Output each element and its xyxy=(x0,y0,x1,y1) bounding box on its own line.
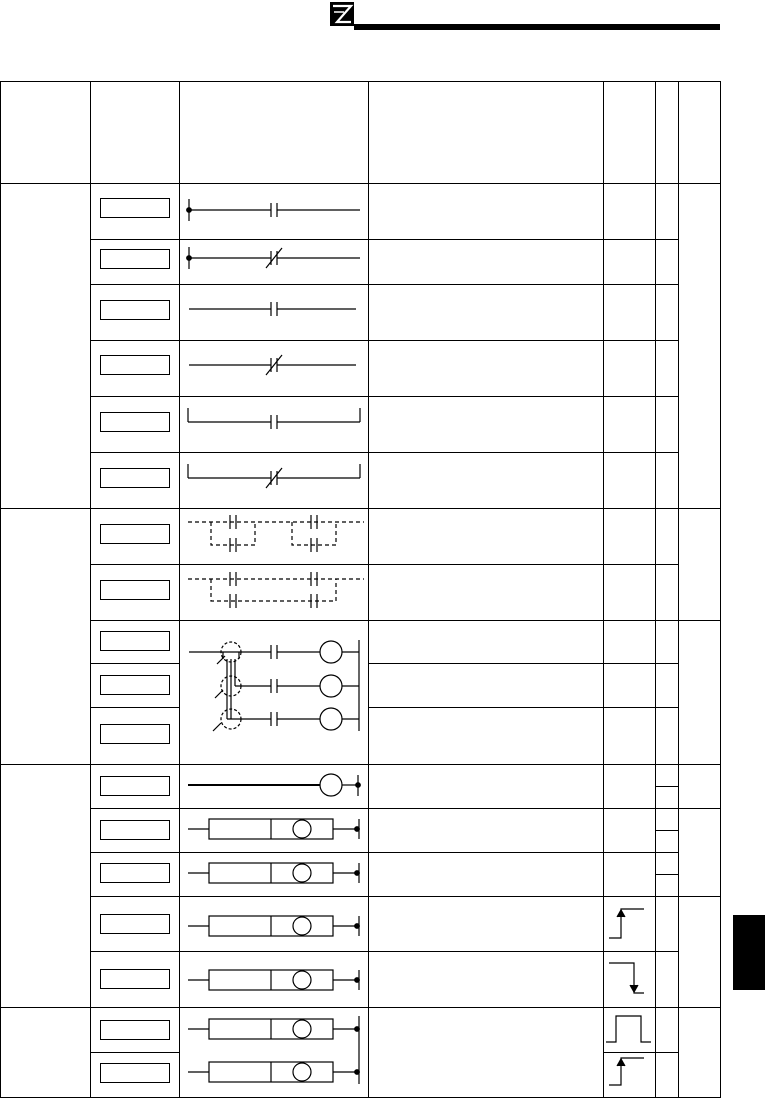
block-connect-b xyxy=(188,579,364,601)
block-coil-fall xyxy=(188,970,359,990)
instruction-box xyxy=(101,525,170,544)
block-coil-b xyxy=(188,863,359,883)
instruction-box xyxy=(101,199,170,218)
contact-no-start xyxy=(187,199,360,221)
instruction-box xyxy=(101,864,170,883)
rise-edge-icon-2 xyxy=(609,1058,644,1085)
block-coil-a xyxy=(188,819,359,839)
contact-no-parallel xyxy=(188,408,360,429)
block-coil-rise xyxy=(188,916,359,936)
master-control-1 xyxy=(189,641,359,664)
instruction-box xyxy=(101,250,170,269)
header-bar xyxy=(354,24,720,30)
instruction-box xyxy=(101,970,170,989)
contact-no-series xyxy=(189,302,356,316)
fall-edge-icon xyxy=(609,963,644,993)
instruction-box xyxy=(101,356,170,375)
timing-waveforms xyxy=(606,909,651,1085)
block-connect-a xyxy=(188,522,364,545)
rise-edge-icon xyxy=(609,909,644,938)
instruction-box xyxy=(101,915,170,934)
contact-nc-start xyxy=(187,247,360,269)
instruction-box xyxy=(101,413,170,432)
z-logo-icon xyxy=(330,2,354,26)
instruction-box xyxy=(101,581,170,600)
contact-nc-series xyxy=(189,355,356,375)
coil-output xyxy=(188,774,360,796)
instruction-box xyxy=(101,301,170,320)
contact-nc-parallel xyxy=(188,464,360,488)
instruction-box xyxy=(101,469,170,488)
block-coil-rise-2 xyxy=(188,1062,359,1082)
block-coil-pulse xyxy=(188,1019,359,1039)
instruction-box xyxy=(101,725,170,744)
instruction-box xyxy=(101,676,170,695)
instruction-box xyxy=(101,1021,170,1040)
instruction-box xyxy=(101,777,170,796)
side-tab xyxy=(733,915,765,990)
instruction-box xyxy=(101,1064,170,1083)
instruction-boxes xyxy=(101,199,170,1083)
pulse-icon xyxy=(606,1016,651,1042)
instruction-box xyxy=(101,821,170,840)
instruction-box xyxy=(101,632,170,651)
header xyxy=(330,2,720,30)
